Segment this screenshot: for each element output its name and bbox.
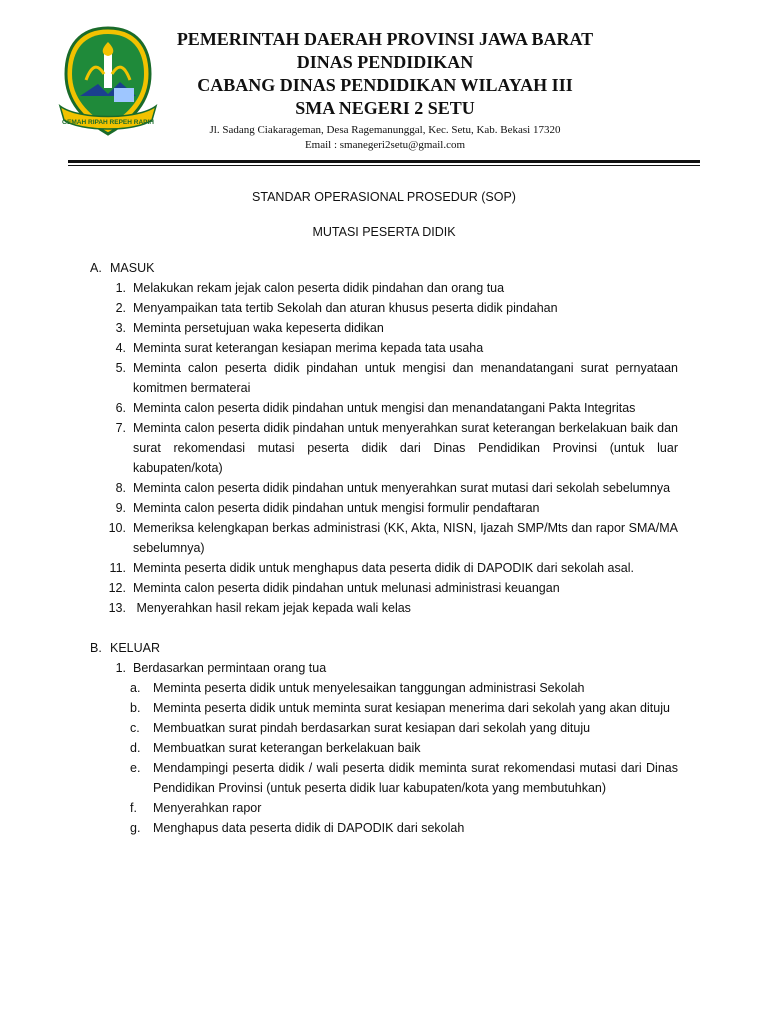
item-number: 1. <box>115 661 126 675</box>
item-text: Memeriksa kelengkapan berkas administrasi (KK, Akta, NISN, Ijazah SMP/Mts dan rapor SMA/MA sebelumnya) <box>133 521 678 555</box>
section-spacer <box>90 618 678 638</box>
sub-list-item <box>90 818 678 838</box>
list-item <box>90 478 678 498</box>
item-text: Meminta calon peserta didik pindahan untuk mengisi formulir pendaftaran <box>133 501 540 515</box>
header-branch: CABANG DINAS PENDIDIKAN WILAYAH III <box>197 75 573 95</box>
header-department: DINAS PENDIDIKAN <box>296 52 474 72</box>
item-text: Menyampaikan tata tertib Sekolah dan aturan khusus peserta didik pindahan <box>133 301 558 315</box>
item-number: 8. <box>115 481 126 495</box>
sub-list-item <box>90 698 678 718</box>
section-b-heading <box>90 638 678 658</box>
sub-list-item <box>90 738 678 758</box>
item-number: 12. <box>108 581 126 595</box>
sub-item-text: Meminta peserta didik untuk menyelesaikan tanggungan administrasi Sekolah <box>153 681 585 695</box>
document-title: STANDAR OPERASIONAL PROSEDUR (SOP) <box>252 190 516 204</box>
letterhead-divider-thin <box>68 165 700 166</box>
provincial-emblem-logo <box>58 24 158 144</box>
sub-item-letter: c. <box>130 721 140 735</box>
list-item <box>90 558 678 578</box>
header-school: SMA NEGERI 2 SETU <box>295 98 475 118</box>
list-item <box>90 418 678 478</box>
item-number: 9. <box>115 501 126 515</box>
sub-item-text: Meminta peserta didik untuk meminta surat kesiapan menerima dari sekolah yang akan dituju <box>153 701 670 715</box>
sub-item-text: Menghapus data peserta didik di DAPODIK dari sekolah <box>153 821 465 835</box>
letterhead-divider-thick <box>68 160 700 163</box>
sub-list-item <box>90 798 678 818</box>
item-text: Meminta peserta didik untuk menghapus data peserta didik di DAPODIK dari sekolah asal. <box>133 561 634 575</box>
sub-item-letter: e. <box>130 761 141 775</box>
item-text: Meminta surat keterangan kesiapan merima kepada tata usaha <box>133 341 484 355</box>
letterhead-text <box>160 28 610 153</box>
list-item <box>90 298 678 318</box>
sub-list <box>90 678 678 838</box>
list-item <box>90 338 678 358</box>
item-number: 1. <box>115 281 126 295</box>
sub-item-text: Mendampingi peserta didik / wali peserta didik meminta surat rekomendasi mutasi dari Dinas Pendidikan Provinsi (untuk peserta didik luar kabupaten/kota yang membutuhkan) <box>153 761 678 795</box>
sub-list-item <box>90 718 678 738</box>
list-item <box>90 498 678 518</box>
section-b-list <box>90 658 678 838</box>
item-text: Meminta calon peserta didik pindahan untuk menyerahkan surat mutasi dari sekolah sebelumnya <box>133 481 671 495</box>
section-letter: B. <box>90 641 102 655</box>
list-item <box>90 598 678 618</box>
item-number: 2. <box>115 301 126 315</box>
sub-item-letter: d. <box>130 741 141 755</box>
item-text: Meminta calon peserta didik pindahan untuk mengisi dan menandatangani surat pernyataan komitmen bermaterai <box>133 361 678 395</box>
item-number: 4. <box>115 341 126 355</box>
sub-list-item <box>90 678 678 698</box>
item-text: Meminta persetujuan waka kepeserta didikan <box>133 321 384 335</box>
item-text: Melakukan rekam jejak calon peserta didik pindahan dan orang tua <box>133 281 505 295</box>
item-text: Berdasarkan permintaan orang tua <box>133 661 327 675</box>
sub-item-letter: a. <box>130 681 141 695</box>
sub-item-letter: g. <box>130 821 141 835</box>
header-email: Email : smanegeri2setu@gmail.com <box>304 139 466 151</box>
list-item <box>90 358 678 398</box>
item-number: 11. <box>109 561 126 575</box>
list-item <box>90 278 678 298</box>
header-government: PEMERINTAH DAERAH PROVINSI JAWA BARAT <box>176 29 594 49</box>
item-text: Meminta calon peserta didik pindahan untuk melunasi administrasi keuangan <box>133 581 560 595</box>
item-number: 3. <box>115 321 126 335</box>
sub-item-text: Membuatkan surat keterangan berkelakuan baik <box>153 741 421 755</box>
list-item <box>90 398 678 418</box>
list-item <box>90 658 678 678</box>
header-address: Jl. Sadang Ciakarageman, Desa Ragemanunggal, Kec. Setu, Kab. Bekasi 17320 <box>209 124 561 136</box>
sub-item-letter: f. <box>130 801 137 815</box>
sub-item-letter: b. <box>130 701 141 715</box>
section-letter: A. <box>90 261 102 275</box>
logo-motto: GEMAH RIPAH REPEH RAPIH <box>62 119 154 126</box>
item-number: 7. <box>115 421 126 435</box>
section-title: KELUAR <box>110 641 161 655</box>
item-number: 13. <box>108 601 126 615</box>
sub-item-text: Membuatkan surat pindah berdasarkan surat kesiapan dari sekolah yang dituju <box>153 721 591 735</box>
sub-list-item <box>90 758 678 798</box>
letterhead <box>0 0 768 170</box>
item-number: 5. <box>115 361 126 375</box>
section-a-list <box>90 278 678 618</box>
item-number: 10. <box>108 521 126 535</box>
document-body <box>90 258 678 838</box>
list-item <box>90 518 678 558</box>
sub-item-text: Menyerahkan rapor <box>153 801 262 815</box>
item-text: Meminta calon peserta didik pindahan untuk menyerahkan surat keterangan berkelakuan baik dan surat rekomendasi mutasi peserta didik dari Dinas Pendidikan Provinsi (untuk luar kabupaten/kota) <box>133 421 678 475</box>
list-item <box>90 578 678 598</box>
list-item <box>90 318 678 338</box>
section-a-heading <box>90 258 678 278</box>
document-subtitle: MUTASI PESERTA DIDIK <box>312 225 456 239</box>
item-text: Meminta calon peserta didik pindahan untuk mengisi dan menandatangani Pakta Integritas <box>133 401 636 415</box>
item-number: 6. <box>115 401 126 415</box>
section-title: MASUK <box>110 261 155 275</box>
item-text: Menyerahkan hasil rekam jejak kepada wali kelas <box>133 601 411 615</box>
